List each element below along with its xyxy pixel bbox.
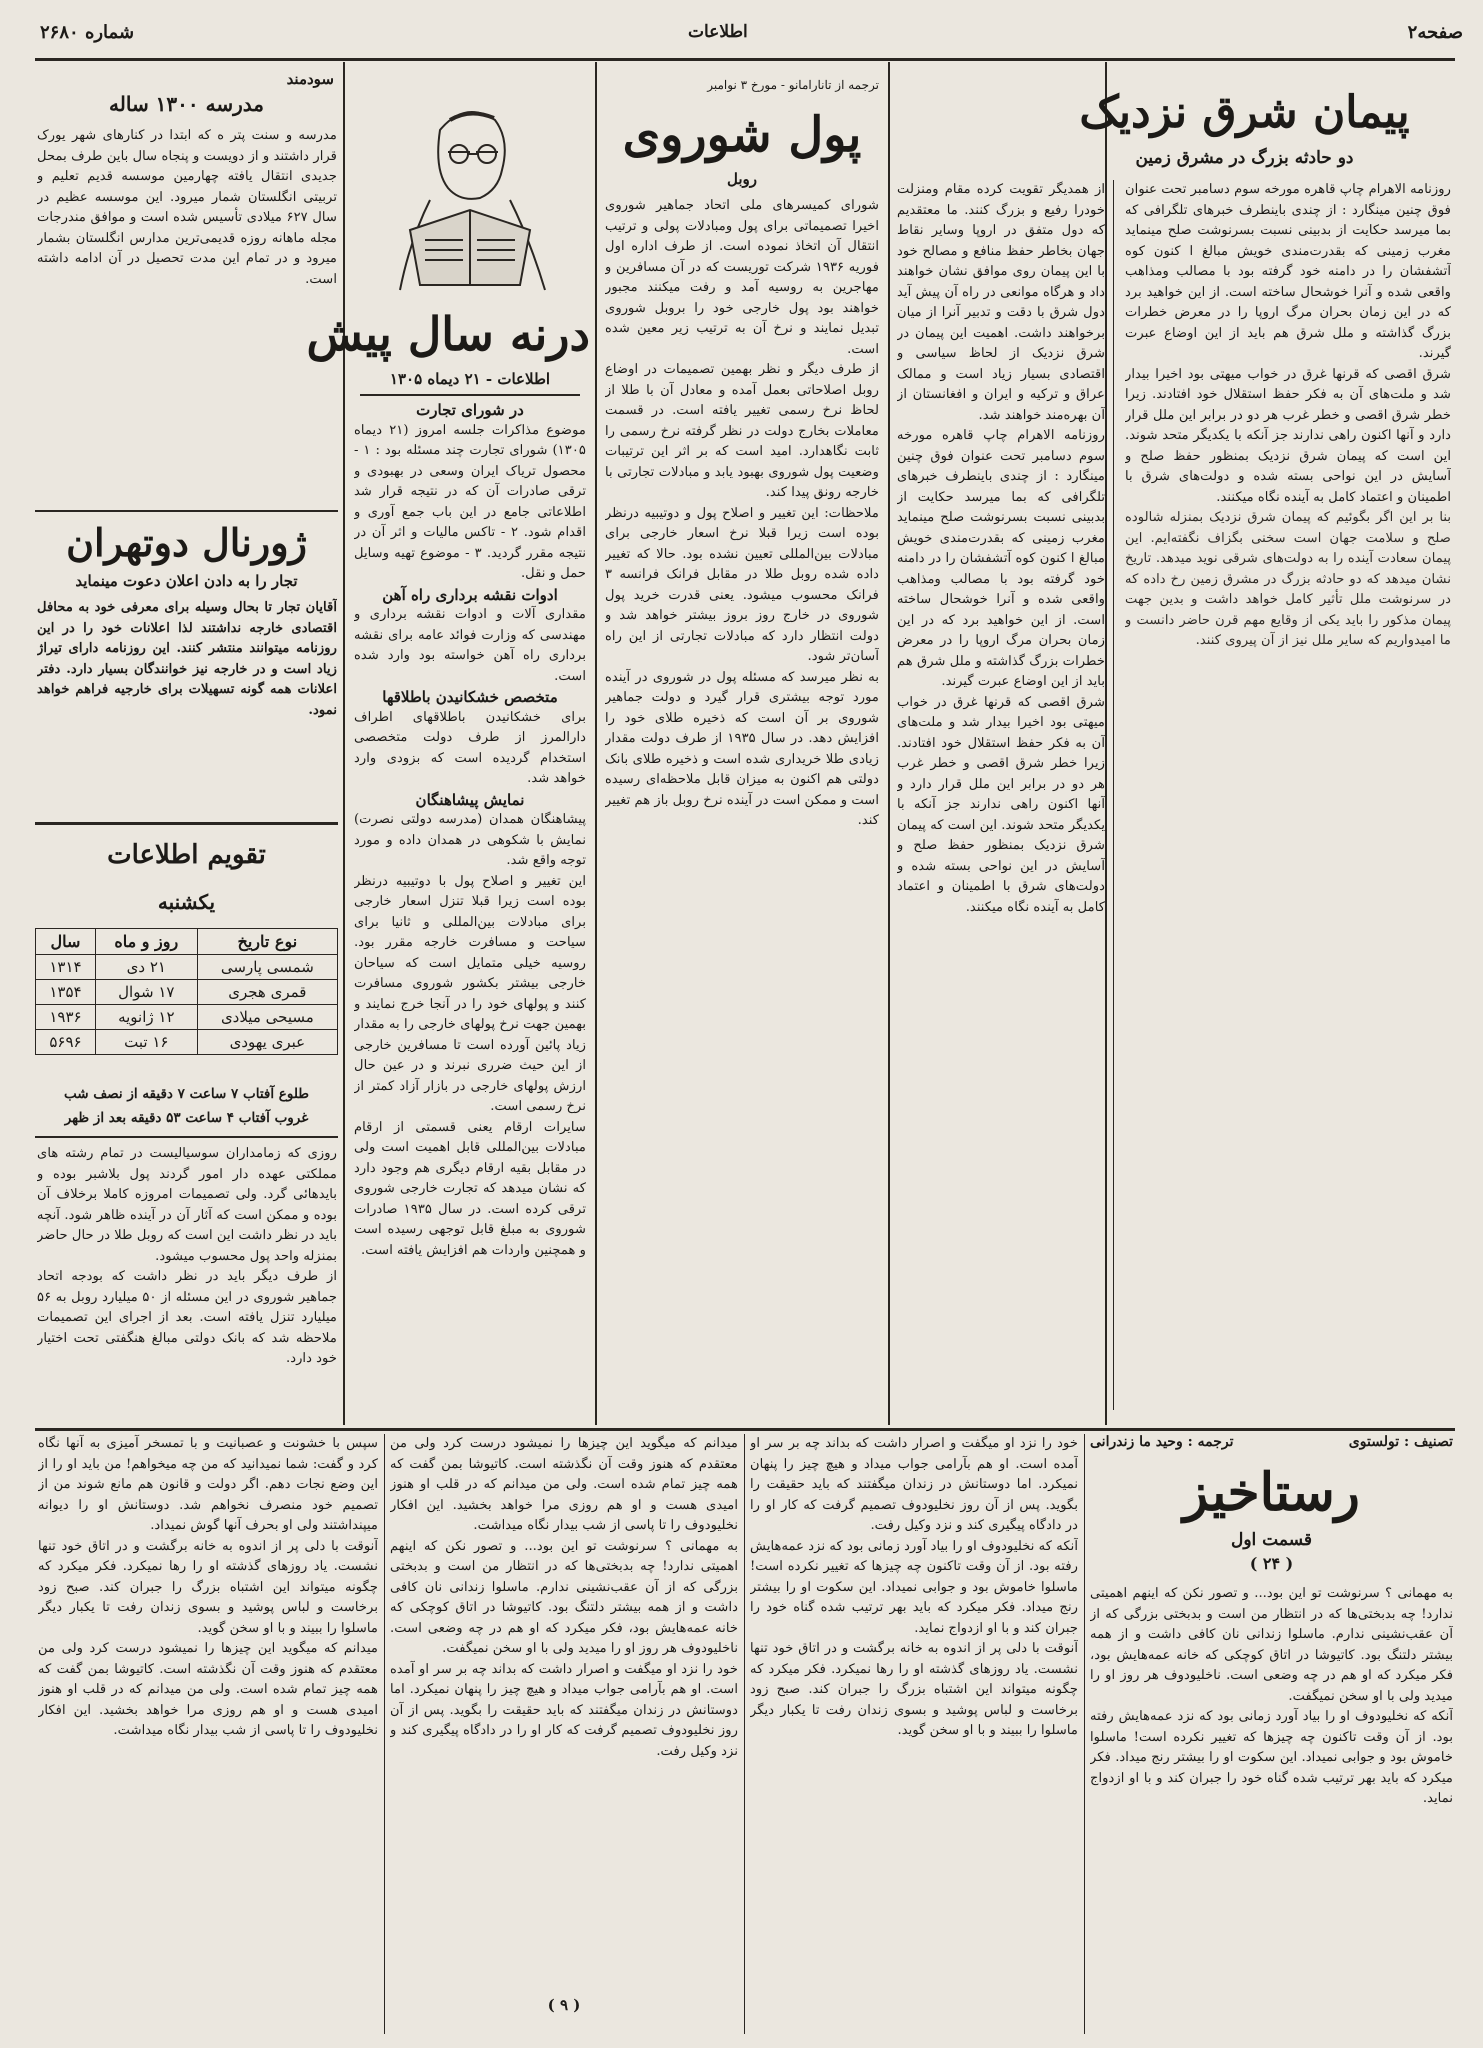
paragraph: سپس با خشونت و عصبانیت و با تمسخر آمیزی به آنها نگاه کرد و گفت: شما نمیدانید که من چه میخواهم! من باید او را از این وضع نجات دهم. اگر دولت و قانون هم مانع شوند من از تصمیم خود منصرف نخواهم شد. دوستانش او را دیوانه میپنداشتند ولی او بحرف آنها گوش نمیداد. [38, 1436, 378, 1533]
top-rule [35, 58, 1455, 61]
paragraph: آقایان تجار تا بحال وسیله برای معرفی خود به محافل اقتصادی خارجه نداشتند لذا اعلانات خود را در این روزنامه میتوانند منتشر کنند. این روزنامه دارای تیراژ زیاد است و در خارجه نیز خوانندگان بسیار دارد. دفتر اعلانات همه گونه تسهیلات برای خارجیه فراهم خواهد نمود. [37, 600, 337, 718]
calendar-cell: ۲۱ دی [95, 955, 197, 980]
calendar-header: روز و ماه [95, 929, 197, 955]
paragraph: روزنامه الاهرام چاپ قاهره مورخه سوم دسامبر تحت عنوان فوق چنین مینگارد : از چندی باینطرف خبرهای تلگرافی که بما میرسد حکایت از بدبینی نسبت بسرنوشت صلح مینماید مغرب زمینی که بقدرت‌مندی خویش مبالغ‌ ا کنون کوه آتشفشان را در دامنه خود گرفته بود با مصالب ومذاهب واقعی شده و آنرا خوشحال ساخته است. از این خواهید برد که در این زمان بحران مرگ اروپا را در معرض خطرات بزرگ گذاشته و ملل شرق هم باید از این اوضاع عبرت گیرند. [1125, 182, 1451, 361]
divider [35, 1136, 338, 1138]
article-near-east-pact [897, 70, 1452, 1420]
paragraph: شرق اقصی که قرنها غرق در خواب میهتی بود اخیرا بیدار شد و ملت‌های آن به فکر حفظ استقلال خود افتادند. زیرا خطر شرق اقصی و خطر غرب هر دو در برابر این ملل قرار دارد و آنها اکنون راهی ندارند جز آنکه با یکدیگر متحد شوند. این است که پیمان شرق نزدیک بمنظور حفظ صلح و آسایش در این نواحی بسته شده و دولت‌های شرق با اطمینان و اعتماد کامل به آینده نگاه میکنند. [1125, 366, 1451, 505]
ad-title: ژورنال دوتهران [66, 520, 307, 565]
paragraph: شرق اقصی که قرنها غرق در خواب میهتی بود اخیرا بیدار شد و ملت‌های آن به فکر حفظ استقلال خود افتادند. زیرا خطر شرق اقصی و خطر غرب هر دو در برابر این ملل قرار دارد و آنها اکنون راهی ندارند جز آنکه با یکدیگر متحد شوند. این است که پیمان شرق نزدیک بمنظور حفظ صلح و آسایش در این نواحی بسته شده و دولت‌های شرق با اطمینان و اعتماد کامل به آینده نگاه میکنند. [897, 694, 1105, 915]
calendar-header: سال [36, 929, 96, 955]
date-line: ترجمه از تانارامانو - مورخ ۳ نوامبر [707, 78, 879, 92]
sunrise-time: طلوع آفتاب ۷ ساعت ۷ دقیقه از نصف شب [63, 1086, 310, 1102]
paragraph: خود را نزد او میگفت و اصرار داشت که بداند چه بر سر او آمده است. او هم بآرامی جواب میداد و هیچ چیز را پنهان نمیکرد. اما دوستانش در زندان میگفتند که باید حقیقت را بگوید. پس از آن روز نخلیودوف تصمیم گرفت که کار او را در دادگاه پیگیری کند و نزد وکیل رفت. [750, 1436, 1078, 1533]
article-title: پیمان شرق نزدیک [1079, 87, 1410, 138]
calendar-header: نوع تاریخ [197, 929, 337, 955]
calendar-cell: ۱۹۳۶ [36, 1005, 96, 1030]
news-heading: در شورای تجارت [416, 401, 524, 419]
sunset-time: غروب آفتاب ۴ ساعت ۵۳ دقیقه بعد از ظهر [64, 1110, 309, 1126]
article-text [605, 196, 879, 1411]
section-text [354, 400, 586, 1410]
article-text-left [897, 180, 1105, 1410]
story-rule [384, 1434, 385, 2034]
paragraph: سایرات ارقام یعنی قسمتی از ارقام مبادلات بین‌المللی قابل اهمیت است ولی در مقابل بقیه ارقام دیگری هم وجود دارد که نشان میدهد که تجارت خارجی شوروی ترقی کرده است. در سال ۱۹۳۵ صادرات شوروی به مبلغ قابل توجهی رسیده است و همچنین واردات هم افزایش یافته است. [354, 1119, 586, 1258]
section-date: اطلاعات - ۲۱ دیماه ۱۳۰۵ [389, 370, 551, 388]
article-title: پول شوروی [622, 107, 862, 163]
story-header [1090, 1434, 1453, 2034]
calendar-cell: ۱۶ تبت [95, 1030, 197, 1055]
calendar-row [36, 955, 338, 980]
divider [35, 822, 338, 825]
paper-name: اطلاعات [688, 22, 748, 42]
news-heading: متخصص خشکانیدن باطلاقها [382, 688, 558, 706]
section-label: سودمند [286, 70, 334, 88]
paragraph: آنوقت با دلی پر از اندوه به خانه برگشت و در اتاق خود تنها نشست. یاد روزهای گذشته او را رها نمیکرد. فکر میکرد که چگونه میتواند این اشتباه بزرگ را جبران کند. صبح زود برخاست و لباس پوشید و بسوی زندان رفت تا یکبار دیگر ماسلوا را ببیند و با او سخن گوید. [750, 1641, 1078, 1738]
article-byline: روبل [726, 170, 758, 188]
paragraph: بنا بر این اگر بگوئیم که پیمان شرق نزدیک بمنزله شالوده صلح و سلامت جهان است سخنی بگزاف نگفته‌ایم. این پیمان سعادت آینده را به دولت‌های شرقی نوید میدهد. تاریخ نشان میدهد که دو حادثه بزرگ در مشرق زمین رخ داده که در سرنوشت ملل تأثیر کامل خواهد داشت و بدین جهت پیمان مذکور را باید یکی از وقایع مهم قرن حاضر دانست و ما امیدواریم که سایر ملل نیز از آن پیروی کنند. [1125, 510, 1451, 648]
calendar-cell: شمسی پارسی [197, 955, 337, 980]
paragraph: شورای کمیسرهای ملی اتحاد جماهیر شوروی اخیرا تصمیماتی برای پول ومبادلات پولی و ترتیب انتقال آن اتخاذ نموده است. از طرف اداره اول فوریه ۱۹۳۶ شرکت توریست که در آن مسافرین و مهاجرین به روسیه آمد و رفت میکنند مجبور خواهند بود پول خارجی خود را بروبل شوروی تبدیل نمایند و نرخ آن به ترتیب زیر معین شده است. [605, 198, 879, 357]
paragraph: به نظر میرسد که مسئله پول در شوروی در آینده مورد توجه بیشتری قرار گیرد و دولت جماهیر شوروی بر آن است که ذخیره طلای خود را افزایش دهد. در سال ۱۹۳۵ از طرف دولت مقدار زیادی طلا خریداری شده است و ذخیره طلای بانک دولتی هم اکنون به میزان قابل ملاحظه‌ای رسیده است و ممکن است در آینده نرخ روبل باز هم تغییر کند. [605, 669, 879, 828]
paragraph: از طرف دیگر باید در نظر داشت که بودجه اتحاد جماهیر شوروی در این مسئله از ۵۰ میلیارد روبل به ۵۶ میلیارد تنزل یافته است. بعد از اجرای این تصمیمات ملاحظه شد که بانک دولتی مبالغ هنگفتی تحت اختیار خود دارد. [37, 1269, 337, 1366]
calendar-cell: ۱۳۱۴ [36, 955, 96, 980]
page-label: صفحه۲ [1407, 22, 1463, 43]
article-title: مدرسه ۱۳۰۰ ساله [109, 92, 264, 116]
paragraph: به مهمانی ؟ سرنوشت تو این بود... و تصور نکن که اینهم اهمیتی ندارد! چه بدبختی‌ها که در انتظار من است و بدبختی بزرگی که از آن عقب‌نشینی ندارم. ماسلوا زندانی نان کافی داشت و از همه بیشتر دلتنگ بود. کاتیوشا در اتاق کوچکی که خانه عمه‌هایش بود، فکر میکرد که او هم در چه وضعی است. ناخلیودوف هر روز او را میدید ولی با او سخن نمیگفت. [1090, 1586, 1453, 1704]
calendar-cell: ۱۷ شوال [95, 980, 197, 1005]
article-subtitle: دو حادثه بزرگ در مشرق زمین [1135, 148, 1354, 168]
paragraph: پیشاهنگان همدان (مدرسه دولتی نصرت) نمایش با شکوهی در همدان داده و مورد توجه واقع شد. [354, 812, 586, 868]
paragraph: از همدیگر تقویت کرده مقام ومنزلت خودرا رفیع و بزرگ کنند. ما معتقدیم که دول متفق در اروپا وسایر نقاط جهان بخاطر حفظ منافع و مصالح خود با این پیمان روی موافق نشان خواهند داد و هرگاه موانعی در راه آن پیش آید دول شرق با دقت و تدبیر آنرا از میان برخواهند داشت. اهمیت این پیمان در شرق نزدیک از لحاظ سیاسی و اقتصادی بسیار زیاد است و ممالک عراق و ترکیه و ایران و افغانستان از آن بهره‌مند خواهند شد. [897, 182, 1105, 423]
paragraph: مقداری آلات و ادوات نقشه برداری و مهندسی که وزارت فوائد عامه برای نقشه برداری راه آهن خواسته بود وارد شده است. [354, 607, 586, 684]
calendar-cell: عبری یهودی [197, 1030, 337, 1055]
calendar-cell: ۱۳۵۴ [36, 980, 96, 1005]
paragraph: آنکه که نخلیودوف او را بیاد آورد زمانی بود که نزد عمه‌هایش رفته بود. از آن وقت تاکنون چه چیزها که تغییر نکرده است! ماسلوا خاموش بود و جوابی نمیداد. این سکوت او را بیشتر رنج میداد. فکر میکرد که باید بهر ترتیب شده گناه خود را جبران کند و با او ازدواج نماید. [750, 1538, 1078, 1636]
story-text [1090, 1584, 1453, 2024]
article-text [37, 126, 337, 506]
paragraph: مدرسه و سنت پتر ه که ابتدا در کنارهای شهر یورک قرار داشتند و از دویست و پنجاه سال باین طرف بمحل جدیدی انتقال یافته چهارمین موسسه قدیم تعلیم و تربیتی انگلستان شمار میرود. این موسسه عظیم در سال ۶۲۷ میلادی تأسیس شده است و موافق مندرجات مجله ماهانه روزه قدیمی‌ترین مدارس انگلستان بشمار میرود و در تمام این مدت تحصیل در آن ادامه داشته است. [37, 128, 337, 287]
article-soviet-money [601, 70, 883, 1420]
column-rule [595, 62, 597, 1425]
ad-subtitle: تجار را به دادن اعلان دعوت مینماید [75, 572, 298, 590]
paragraph: روزنامه الاهرام چاپ قاهره مورخه سوم دسامبر تحت عنوان فوق چنین مینگارد : از چندی باینطرف خبرهای تلگرافی که بما میرسد حکایت از بدبینی نسبت بسرنوشت صلح مینماید مغرب زمینی که بقدرت‌مندی خویش مبالغ‌ ا کنون کوه آتشفشان را در دامنه خود گرفته بود با مصالب ومذاهب واقعی شده و آنرا خوشحال ساخته است. از این خواهید برد که در این زمان بحران مرگ اروپا را در معرض خطرات بزرگ گذاشته و ملل شرق هم باید از این اوضاع عبرت گیرند. [897, 428, 1105, 689]
calendar-day: یکشنبه [157, 890, 216, 914]
reader-sketch-illustration [370, 90, 570, 300]
calendar-title: تقویم اطلاعات [107, 840, 266, 870]
left-column [35, 70, 338, 1420]
story-part: قسمت اول [1230, 1530, 1312, 1550]
story-text [38, 1434, 378, 2034]
divider [35, 510, 338, 512]
column-rule [343, 62, 345, 1425]
news-heading: نمایش پیشاهنگان [415, 790, 525, 809]
paragraph: آنوقت با دلی پر از اندوه به خانه برگشت و در اتاق خود تنها نشست. یاد روزهای گذشته او را رها نمیکرد. فکر میکرد که چگونه میتواند این اشتباه بزرگ را جبران کند. صبح زود برخاست و لباس پوشید و بسوی زندان رفت تا یکبار دیگر ماسلوا را ببیند و با او سخن گوید. [38, 1538, 378, 1636]
continued-text [37, 1144, 337, 1414]
story-translator: ترجمه : وحید ما زندرانی [1090, 1434, 1234, 1450]
calendar-cell: ۵۶۹۶ [36, 1030, 96, 1055]
story-author: تصنیف : تولستوی [1348, 1434, 1453, 1450]
paragraph: ملاحظات: این تغییر و اصلاح پول و دوتیبیه درنظر بوده است زیرا قبلا نرخ اسعار خارجی برای مبادلات بین‌المللی تعیین نشده بود. حالا که تغییر داده شده روبل طلا در مقابل فرانک فرانسه ۳ فرانک محسوب میشود. یعنی قدرت خرید پول شوروی در خارج روز بروز بیشتر خواهد شد و دولت انتظار دارد که مبادلات تجارتی از این راه آسان‌تر شود. [605, 505, 879, 664]
paragraph: روزی که زمامداران سوسیالیست در تمام رشته های مملکتی عهده دار امور گردند پول بلاشبر بوده و بایدهائی گرد. ولی تصمیمات امروزه کاملا برخلاف آن بوده و ممکن است که آثار آن در آینده ظاهر شود. آنچه باید در نظر داشت این است که روبل طلا در حال حاضر بمنزله واحد پول محسوب میشود. [37, 1146, 337, 1264]
story-top-rule [35, 1428, 1455, 1431]
issue-label: شماره ۲۶۸۰ [40, 22, 135, 43]
calendar-row [36, 980, 338, 1005]
calendar-cell: مسیحی میلادی [197, 1005, 337, 1030]
paragraph: موضوع مذاکرات جلسه امروز (۲۱ دیماه ۱۳۰۵) شورای تجارت چند مسئله بود : ۱ - محصول تریاک ایران وسعی در بهبودی و ترقی صادرات آن که در نتیجه قرار شد اطلاعاتی جامع در این باب جمع آوری و اقدام شود. ۲ - تاکس مالیات و اثر آن در نتیجه مقرر گردید. ۳ - موضوع تهیه وسایل حمل و نقل. [354, 422, 586, 581]
paragraph: برای خشکانیدن باطلاقهای اطراف دارالمرز از طرف دولت متخصصی استخدام گردیده است که بزودی وارد خواهد شد. [354, 709, 586, 786]
paragraph: میدانم که میگوید این چیزها را نمیشود درست کرد ولی من معتقدم که هنوز وقت آن نگذشته است. کاتیوشا بمن گفت که همه چیز تمام شده است. ولی من میدانم که در قلب او هنوز امیدی هست و او هم روزی مرا خواهد بخشید. این افکار نخلیودوف را تا پاسی از شب بیدار نگاه میداشت. [38, 1641, 378, 1738]
page-number: ( ۹ ) [547, 1996, 581, 2014]
calendar-cell: قمری هجری [197, 980, 337, 1005]
story-text [750, 1434, 1078, 2034]
paragraph: از طرف دیگر و نظر بهمین تصمیمات در اوضاع روبل اصلاحاتی بعمل آمده و معادل آن با طلا از لحاظ نرخ رسمی تغییر یافته است. در قسمت معاملات بخارج دولت در نظر گرفته نرخ رسمی را ثابت نگاهدارد. امید است که بر اثر این ترتیبات وضعیت پول شوروی بهبود یابد و مبادلات تجارتی با خارجه رونق پیدا کند. [605, 362, 879, 500]
paragraph: به مهمانی ؟ سرنوشت تو این بود... و تصور نکن که اینهم اهمیتی ندارد! چه بدبختی‌ها که در انتظار من است و بدبختی بزرگی که از آن عقب‌نشینی ندارم. ماسلوا زندانی نان کافی داشت و از همه بیشتر دلتنگ بود. کاتیوشا در اتاق کوچکی که خانه عمه‌هایش بود، فکر میکرد که او هم در چه وضعی است. ناخلیودوف هر روز او را میدید ولی با او سخن نمیگفت. [390, 1538, 738, 1656]
calendar-table [35, 928, 338, 1055]
story-rule [1084, 1434, 1085, 2034]
story-rule [744, 1434, 745, 2034]
story-title: رستاخیز [1183, 1462, 1360, 1523]
calendar-cell: ۱۲ ژانویه [95, 1005, 197, 1030]
article-text-right [1125, 180, 1451, 1410]
paragraph: میدانم که میگوید این چیزها را نمیشود درست کرد ولی من معتقدم که هنوز وقت آن نگذشته است. کاتیوشا بمن گفت که همه چیز تمام شده است. ولی من میدانم که در قلب او هنوز امیدی هست و او هم روزی مرا خواهد بخشید. این افکار نخلیودوف را تا پاسی از شب بیدار نگاه میداشت. [390, 1436, 738, 1533]
calendar-row [36, 1030, 338, 1055]
story-text [390, 1434, 738, 1994]
news-heading: ادوات نقشه برداری راه آهن [382, 585, 558, 604]
paragraph: خود را نزد او میگفت و اصرار داشت که بداند چه بر سر او آمده است. او هم بآرامی جواب میداد و هیچ چیز را پنهان نمیکرد. اما دوستانش در زندان میگفتند که باید حقیقت را بگوید. پس از آن روز نخلیودوف تصمیم گرفت که کار او را در دادگاه پیگیری کند و نزد وکیل رفت. [390, 1661, 738, 1759]
calendar-row [36, 1005, 338, 1030]
ad-text [37, 598, 337, 818]
paragraph: این تغییر و اصلاح پول با دوتیبیه درنظر بوده است زیرا قبلا تنزل اسعار خارجی برای مبادلات بین‌المللی و ثانیا برای سیاحت و مسافرت خارجه مقرر بود. روسیه خیلی متمایل است که سیاحان خارجی بیشتر بکشور شوروی مسافرت کنند و پولهای خود را در آنجا خرج نمایند و بهمین جهت نرخ پولهای خارجی را به مقدار زیاد پائین آورده است تا مسافرین خارجی از این حیث ضرری نبرند و در عین حال ارزش پولهای خارجی در بازار آزاد کمتر از نرخ رسمی است. [354, 873, 586, 1114]
story-installment: ( ۲۴ ) [1249, 1554, 1294, 1573]
inner-rule [1113, 180, 1114, 1410]
column-rule [888, 62, 890, 1425]
paragraph: آنکه که نخلیودوف او را بیاد آورد زمانی بود که نزد عمه‌هایش رفته بود. از آن وقت تاکنون چه چیزها که تغییر نکرده است! ماسلوا خاموش بود و جوابی نمیداد. این سکوت او را بیشتر رنج میداد. فکر میکرد که باید بهر ترتیب شده گناه خود را جبران کند و با او ازدواج نماید. [1090, 1709, 1453, 1806]
section-title: درنه سال پیش [306, 307, 590, 361]
divider [360, 394, 580, 396]
